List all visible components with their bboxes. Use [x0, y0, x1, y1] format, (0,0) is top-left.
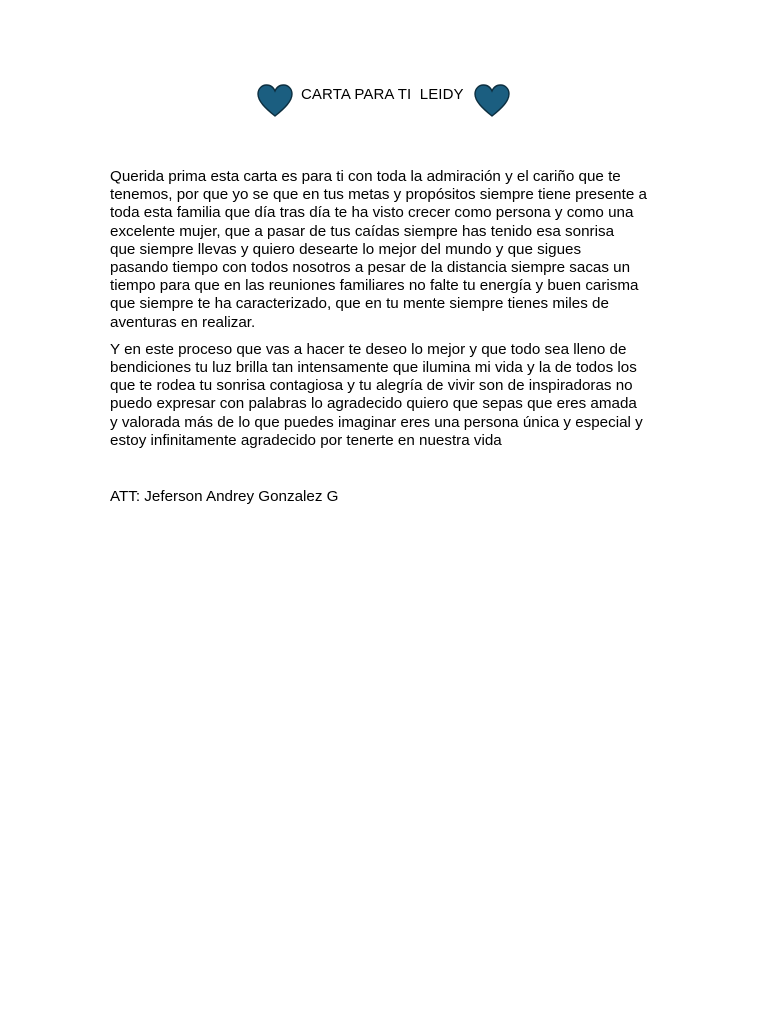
- paragraph: Querida prima esta carta es para ti con toda la admiración y el cariño que te tenemos, por que yo se que en tus metas y propósitos siempre tiene presente a toda esta familia que día tras día te ha visto crecer como persona y como una excelente mujer, que a pasar de tus caídas siempre has tenido esa sonrisa que siempre llevas y quiero desearte lo mejor del mundo y que sigues pasando tiempo con todos nosotros a pesar de la distancia siempre sacas un tiempo para que en las reuniones familiares no falte tu energía y buen carisma que siempre te ha caracterizado, que en tu mente siempre tienes miles de aventuras en realizar.: [110, 168, 647, 331]
- heart-icon: [474, 84, 510, 118]
- title-row: [0, 84, 768, 120]
- heart-icon: [257, 84, 293, 118]
- page-title: CARTA PARA TI LEIDY: [301, 86, 464, 103]
- signature: ATT: Jeferson Andrey Gonzalez G: [110, 488, 339, 505]
- letter-body: [110, 168, 666, 459]
- paragraph: Y en este proceso que vas a hacer te deseo lo mejor y que todo sea lleno de bendiciones tu luz brilla tan intensamente que ilumina mi vida y la de todos los que te rodea tu sonrisa contagiosa y tu alegría de vivir son de inspiradoras no puedo expresar con palabras lo agradecido quiero que sepas que eres amada y valorada más de lo que puedes imaginar eres una persona única y especial y estoy infinitamente agradecido por tenerte en nuestra vida: [110, 340, 643, 449]
